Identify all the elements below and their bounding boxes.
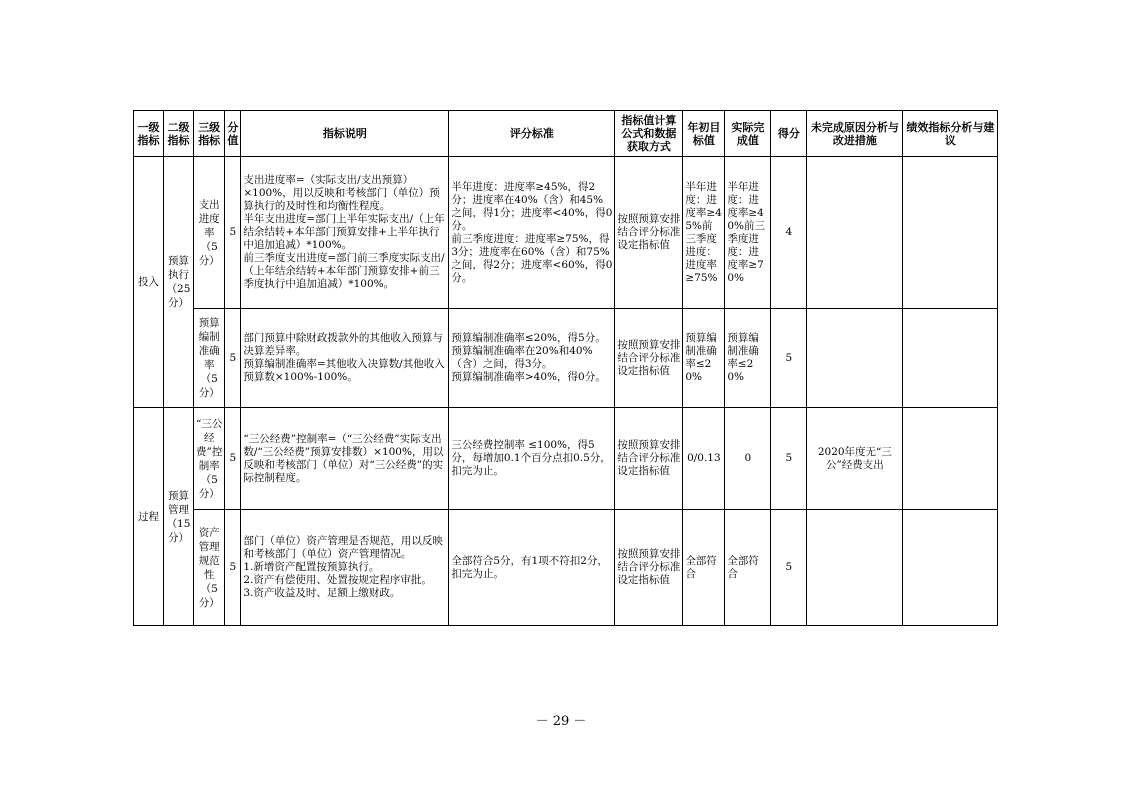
target-cell: 半年进度：进度率≥45%前三季度进度：进度率≥75% bbox=[683, 157, 725, 309]
header-reason: 未完成原因分析与改进措施 bbox=[807, 111, 903, 157]
actual-cell: 预算编制准确率≤20% bbox=[725, 309, 771, 408]
level3-cell: 支出进度率（5分） bbox=[194, 157, 225, 309]
header-actual: 实际完成值 bbox=[725, 111, 771, 157]
criteria-cell: 三公经费控制率 ≤100%，得5分，每增加0.1个百分点扣0.5分，扣完为止。 bbox=[449, 408, 615, 510]
formula-cell: 按照预算安排结合评分标准设定指标值 bbox=[615, 510, 683, 626]
page-number: － 29 － bbox=[535, 714, 587, 729]
header-formula: 指标值计算公式和数据获取方式 bbox=[615, 111, 683, 157]
desc-cell: 部门预算中除财政拨款外的其他收入预算与决算差异率。 预算编制准确率=其他收入决算数/其他收入预算数×100%-100%。 bbox=[241, 309, 449, 408]
desc-cell: 部门（单位）资产管理是否规范，用以反映和考核部门（单位）资产管理情况。 1.新增资产配置按预算执行。 2.资产有偿使用、处置按规定程序审批。 3.资产收益及时、足额上缴财政。 bbox=[241, 510, 449, 626]
suggest-cell bbox=[903, 510, 998, 626]
desc-cell: 支出进度率=（实际支出/支出预算）×100%，用以反映和考核部门（单位）预算执行的及时性和均衡性程度。 半年支出进度=部门上半年实际支出/（上年结余结转+本年部门预算安排+上半年执行中追加追减）*100%。 前三季度支出进度=部门前三季度实际支出/（上年结余结转+本年部门预算安排+前三季度执行中追加追减）*100%。 bbox=[241, 157, 449, 309]
got-cell: 5 bbox=[771, 510, 807, 626]
header-level2: 二级指标 bbox=[164, 111, 194, 157]
reason-cell bbox=[807, 157, 903, 309]
desc-cell: “三公经费”控制率=（“三公经费”实际支出数/“三公经费”预算安排数）×100%，用以反映和考核部门（单位）对“三公经费”的实际控制程度。 bbox=[241, 408, 449, 510]
level1-cell: 过程 bbox=[134, 408, 164, 626]
table-row bbox=[134, 157, 998, 309]
criteria-cell: 全部符合5分，有1项不符扣2分，扣完为止。 bbox=[449, 510, 615, 626]
criteria-cell: 预算编制准确率≤20%，得5分。预算编制准确率在20%和40%（含）之间，得3分。 预算编制准确率>40%，得0分。 bbox=[449, 309, 615, 408]
table-row bbox=[134, 408, 998, 510]
target-cell: 全部符合 bbox=[683, 510, 725, 626]
score-cell: 5 bbox=[225, 408, 241, 510]
header-target: 年初目标值 bbox=[683, 111, 725, 157]
header-level1: 一级指标 bbox=[134, 111, 164, 157]
actual-cell: 0 bbox=[725, 408, 771, 510]
reason-cell bbox=[807, 309, 903, 408]
reason-cell: 2020年度无“三公”经费支出 bbox=[807, 408, 903, 510]
header-row bbox=[134, 111, 998, 157]
suggest-cell bbox=[903, 157, 998, 309]
header-level3: 三级指标 bbox=[194, 111, 225, 157]
level3-cell: 资产管理规范性（5分） bbox=[194, 510, 225, 626]
level2-cell: 预算执行（25分） bbox=[164, 157, 194, 408]
header-suggest: 绩效指标分析与建议 bbox=[903, 111, 998, 157]
level2-cell: 预算管理（15分） bbox=[164, 408, 194, 626]
level3-cell: “三公经费”控制率（5分） bbox=[194, 408, 225, 510]
formula-cell: 按照预算安排结合评分标准设定指标值 bbox=[615, 309, 683, 408]
actual-cell: 半年进度：进度率≥40%前三季度进度：进度率≥70% bbox=[725, 157, 771, 309]
table-row bbox=[134, 309, 998, 408]
score-cell: 5 bbox=[225, 510, 241, 626]
header-score: 分值 bbox=[225, 111, 241, 157]
performance-indicator-table bbox=[133, 110, 998, 626]
score-cell: 5 bbox=[225, 157, 241, 309]
table-row bbox=[134, 510, 998, 626]
formula-cell: 按照预算安排结合评分标准设定指标值 bbox=[615, 157, 683, 309]
actual-cell: 全部符合 bbox=[725, 510, 771, 626]
formula-cell: 按照预算安排结合评分标准设定指标值 bbox=[615, 408, 683, 510]
header-got: 得分 bbox=[771, 111, 807, 157]
got-cell: 4 bbox=[771, 157, 807, 309]
target-cell: 预算编制准确率≤20% bbox=[683, 309, 725, 408]
header-criteria: 评分标准 bbox=[449, 111, 615, 157]
suggest-cell bbox=[903, 408, 998, 510]
suggest-cell bbox=[903, 309, 998, 408]
got-cell: 5 bbox=[771, 309, 807, 408]
reason-cell bbox=[807, 510, 903, 626]
target-cell: 0/0.13 bbox=[683, 408, 725, 510]
score-cell: 5 bbox=[225, 309, 241, 408]
criteria-cell: 半年进度：进度率≥45%，得2分；进度率在40%（含）和45%之间，得1分；进度率<40%，得0分。 前三季度进度：进度率≥75%，得3分；进度率在60%（含）和75%之间，得2分；进度率<60%，得0分。 bbox=[449, 157, 615, 309]
header-desc: 指标说明 bbox=[241, 111, 449, 157]
got-cell: 5 bbox=[771, 408, 807, 510]
level1-cell: 投入 bbox=[134, 157, 164, 408]
level3-cell: 预算编制准确率（5分） bbox=[194, 309, 225, 408]
